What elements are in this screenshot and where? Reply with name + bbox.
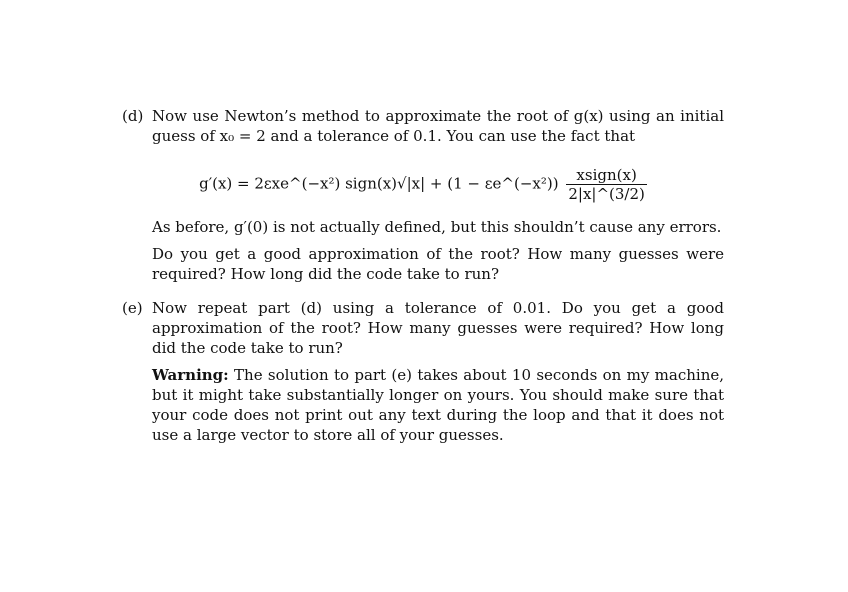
part-d-note: As before, g′(0) is not actually defined, but this shouldn’t cause any errors. [152,218,722,236]
part-d-body [152,106,724,146]
warning-label: Warning: [152,366,229,384]
part-e-body [152,298,724,445]
part-d-label: (d) [122,107,144,125]
part-e [122,298,724,445]
part-d-intro: Now use Newton’s method to approximate the root of g(x) using an initial guess of x₀ = 2 and a tolerance of 0.1. You can use the fact that [152,107,724,145]
part-e-warning [152,365,724,445]
equation-fraction [566,166,647,203]
part-e-label: (e) [122,299,143,317]
derivative-equation [122,166,724,203]
equation-numerator: xsign(x) [566,166,647,185]
part-d-questions: Do you get a good approximation of the root? How many guesses were required? How long did the code take to run? [152,245,724,283]
equation-main: g′(x) = 2εxe^(−x²) sign(x)√|x| + (1 − εe^(−x²)) [199,174,559,193]
warning-text: The solution to part (e) takes about 10 seconds on my machine, but it might take substantially longer on yours. You should make sure that your code does not print out any text during the loop and that it does not use a large vector to store all of your guesses. [152,366,724,444]
equation-denominator: 2|x|^(3/2) [568,185,645,203]
part-d-continued-body [152,217,724,284]
part-d [122,106,724,146]
part-e-text: Now repeat part (d) using a tolerance of 0.01. Do you get a good approximation of the root? How many guesses were required? How long did the code take to run? [152,299,724,357]
part-d-continued [122,217,724,284]
